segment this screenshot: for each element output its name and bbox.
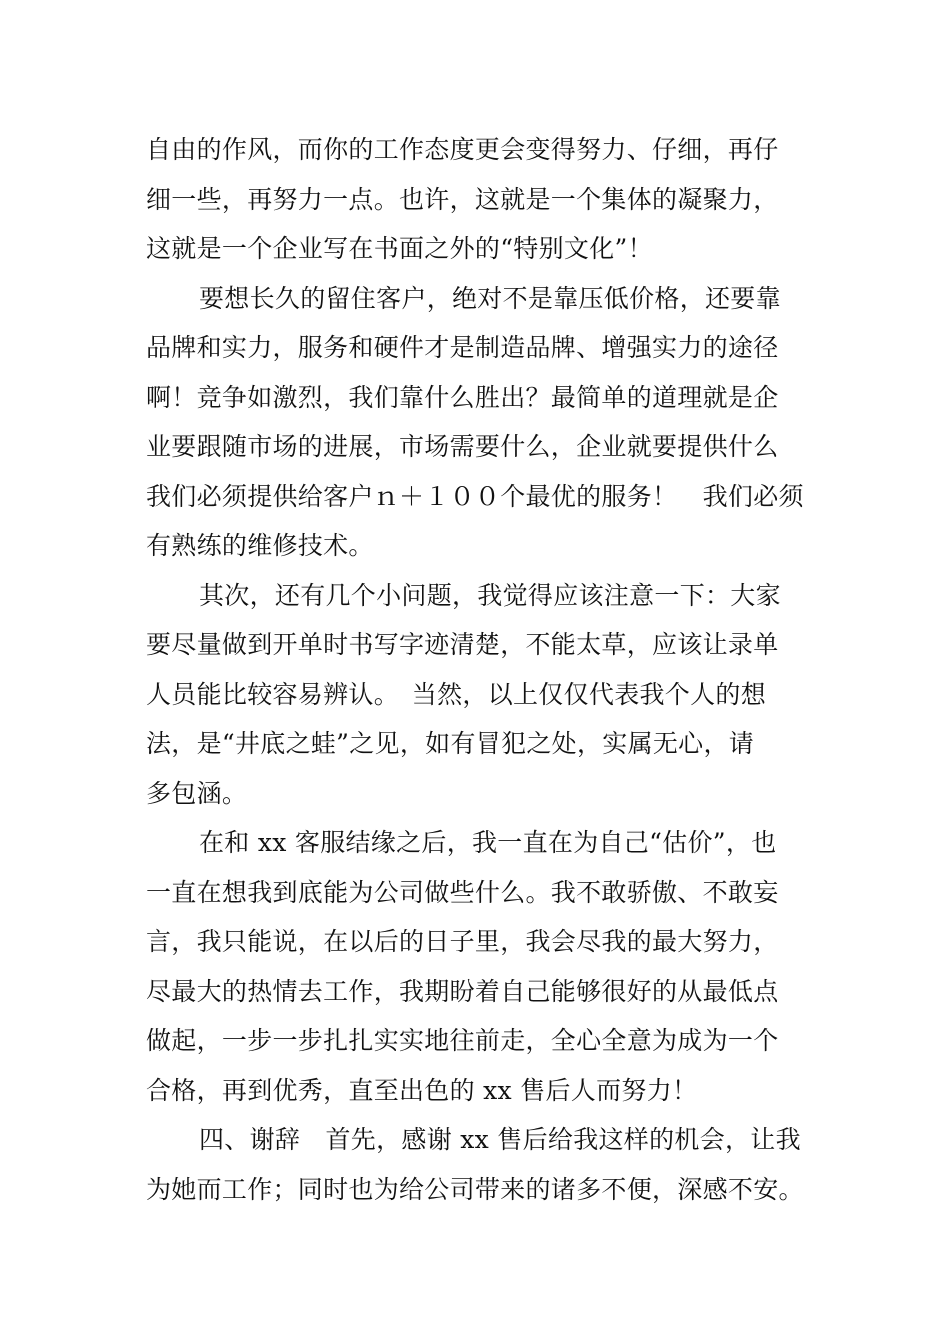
text-line: 多包涵。 [146, 779, 248, 808]
text-line: 做起，一步一步扎扎实实地往前走，全心全意为成为一个 [146, 1026, 779, 1055]
text-line: 人员能比较容易辨认。 当然，以上仅仅代表我个人的想 [146, 680, 767, 709]
text-line: 自由的作风，而你的工作态度更会变得努力、仔细，再仔 [146, 135, 779, 164]
text-line: 啊！竞争如激烈，我们靠什么胜出？最简单的道理就是企 [146, 383, 779, 412]
text-line: 言，我只能说，在以后的日子里，我会尽我的最大努力， [146, 927, 779, 956]
text-line: 有熟练的维修技术。 [146, 531, 374, 560]
text-line: 细一些，再努力一点。也许，这就是一个集体的凝聚力， [146, 185, 779, 214]
text-line: 这就是一个企业写在书面之外的“特别文化”！ [146, 234, 653, 263]
text-line: 一直在想我到底能为公司做些什么。我不敢骄傲、不敢妄 [146, 878, 779, 907]
text-line: 尽最大的热情去工作，我期盼着自己能够很好的从最低点 [146, 977, 779, 1006]
paragraph-first-line: 其次，还有几个小问题，我觉得应该注意一下：大家 [199, 581, 781, 610]
text-line: 要尽量做到开单时书写字迹清楚，不能太草，应该让录单 [146, 630, 779, 659]
paragraph-first-line: 要想长久的留住客户，绝对不是靠压低价格，还要靠 [199, 284, 781, 313]
text-line: 法，是“井底之蛙”之见，如有冒犯之处，实属无心，请 [146, 729, 755, 758]
text-line: 合格，再到优秀，直至出色的 xx 售后人而努力！ [146, 1076, 698, 1105]
paragraph-first-line: 四、谢辞 首先，感谢 xx 售后给我这样的机会，让我 [199, 1125, 801, 1154]
text-line: 业要跟随市场的进展，市场需要什么，企业就要提供什么 [146, 432, 779, 461]
text-line: 我们必须提供给客户ｎ＋１００个最优的服务！ 我们必须 [146, 482, 804, 511]
text-line: 为她而工作；同时也为给公司带来的诸多不便，深感不安。 [146, 1175, 804, 1204]
text-line: 品牌和实力，服务和硬件才是制造品牌、增强实力的途径 [146, 333, 779, 362]
paragraph-first-line: 在和 xx 客服结缘之后，我一直在为自己“估价”，也 [199, 828, 777, 857]
